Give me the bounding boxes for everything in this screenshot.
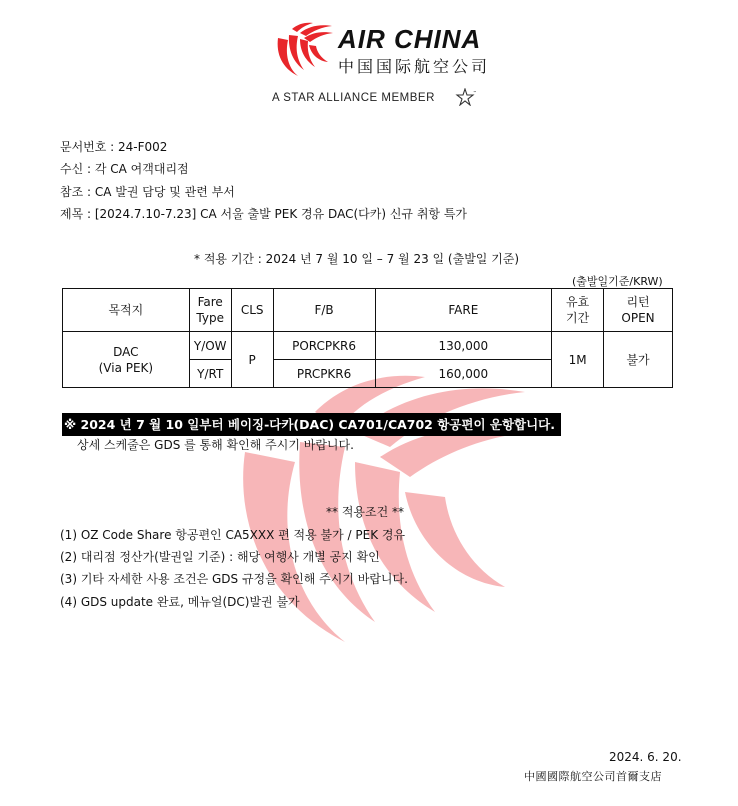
header-destination: 목적지 [63, 289, 190, 332]
cell-return-open: 불가 [604, 332, 673, 388]
document-number: 문서번호 : 24-F002 [60, 140, 168, 154]
header-validity [552, 289, 604, 332]
star-alliance-icon [452, 88, 478, 106]
issue-date: 2024. 6. 20. [609, 750, 682, 764]
notice-sub: 상세 스케줄은 GDS 를 통해 확인해 주시기 바랍니다. [77, 438, 354, 452]
brand-name-cn: 中国国际航空公司 [338, 57, 491, 76]
header-validity-line1: 유효 [566, 295, 590, 309]
cell-fare-type: Y/RT [189, 360, 231, 388]
condition-item: (2) 대리점 정산가(발권일 기준) : 해당 여행사 개별 공지 확인 [60, 550, 380, 564]
table-header-row [63, 289, 673, 332]
header-fare-type [189, 289, 231, 332]
unit-note: (출발일기준/KRW) [572, 275, 663, 288]
cell-cls: P [231, 332, 273, 388]
notice-highlight: ※ 2024 년 7 월 10 일부터 베이징-다카(DAC) CA701/CA702 항공편이 운항합니다. [62, 413, 561, 436]
reference: 참조 : CA 발권 담당 및 관련 부서 [60, 185, 235, 199]
header-cls: CLS [231, 289, 273, 332]
recipient: 수신 : 각 CA 여객대리점 [60, 162, 189, 176]
header-return-line1: 리턴 [626, 295, 650, 309]
svg-text:™: ™ [473, 90, 477, 95]
cell-fb: PRCPKR6 [273, 360, 375, 388]
header-return-open [604, 289, 673, 332]
issuing-office: 中國國際航空公司首爾支店 [524, 770, 662, 783]
cell-fb: PORCPKR6 [273, 332, 375, 360]
header-fb: F/B [273, 289, 375, 332]
table-row [63, 332, 673, 360]
cell-fare: 130,000 [375, 332, 552, 360]
brand-name-en: AIR CHINA [338, 24, 482, 54]
application-period: * 적용 기간 : 2024 년 7 월 10 일 – 7 월 23 일 (출발일 기준) [194, 252, 520, 266]
header-fare-type-line2: Type [196, 311, 224, 325]
header-fare: FARE [375, 289, 552, 332]
destination-via: (Via PEK) [98, 360, 154, 375]
air-china-phoenix-logo-icon [272, 22, 334, 80]
condition-item: (1) OZ Code Share 항공편인 CA5XXX 편 적용 불가 / PEK 경유 [60, 528, 406, 542]
cell-destination [63, 332, 190, 388]
conditions-title: ** 적용조건 ** [326, 505, 404, 519]
destination-code: DAC [113, 344, 139, 359]
condition-item: (4) GDS update 완료, 메뉴얼(DC)발권 불가 [60, 595, 300, 609]
header-validity-line2: 기간 [566, 311, 590, 325]
fare-table [62, 288, 673, 388]
header-fare-type-line1: Fare [197, 295, 223, 309]
cell-fare-type: Y/OW [189, 332, 231, 360]
cell-validity: 1M [552, 332, 604, 388]
header-return-line2: OPEN [621, 311, 655, 325]
alliance-text: A STAR ALLIANCE MEMBER [272, 92, 435, 104]
subject: 제목 : [2024.7.10-7.23] CA 서울 출발 PEK 경유 DAC(다카) 신규 취항 특가 [60, 207, 468, 221]
condition-item: (3) 기타 자세한 사용 조건은 GDS 규정을 확인해 주시기 바랍니다. [60, 572, 408, 586]
cell-fare: 160,000 [375, 360, 552, 388]
